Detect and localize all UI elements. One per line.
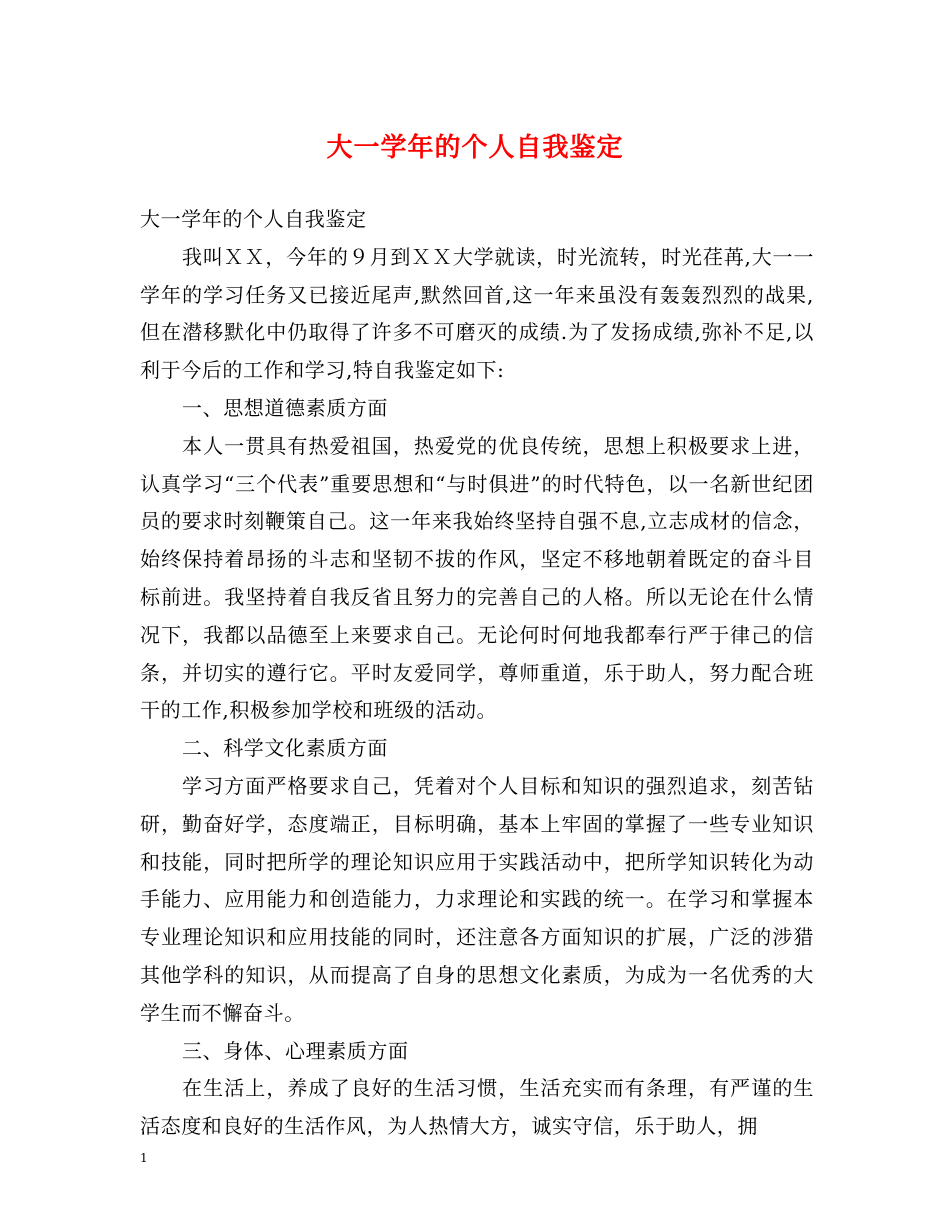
intro-paragraph: 我叫ＸＸ，今年的９月到ＸＸ大学就读，时光流转，时光荏苒,大一一学年的学习任务又已接近尾声,默然回首,这一年来虽没有轰轰烈烈的战果,但在潜移默化中仍取得了许多不可磨灭的成绩.为了发扬成绩,弥补不足,以利于今后的工作和学习,特自我鉴定如下: <box>140 244 814 383</box>
subtitle-paragraph: 大一学年的个人自我鉴定 <box>140 207 367 231</box>
physical-paragraph: 在生活上，养成了良好的生活习惯，生活充实而有条理，有严谨的生活态度和良好的生活作风，为人热情大方，诚实守信，乐于助人，拥 <box>140 1076 814 1139</box>
science-paragraph: 学习方面严格要求自己，凭着对个人目标和知识的强烈追求，刻苦钻研，勤奋好学，态度端正，目标明确，基本上牢固的掌握了一些专业知识和技能，同时把所学的理论知识应用于实践活动中，把所学知识转化为动手能力、应用能力和创造能力，力求理论和实践的统一。在学习和掌握本专业理论知识和应用技能的同时，还注意各方面知识的扩展，广泛的涉猎其他学科的知识，从而提高了自身的思想文化素质，为成为一名优秀的大学生而不懈奋斗。 <box>140 773 814 1025</box>
document-body <box>140 201 814 1146</box>
section-heading-physical: 三、身体、心理素质方面 <box>182 1038 409 1063</box>
section-heading-ideology: 一、思想道德素质方面 <box>182 395 388 420</box>
page-number: 1 <box>140 1151 148 1165</box>
document-title: 大一学年的个人自我鉴定 <box>326 133 624 163</box>
section-heading-science: 二、科学文化素质方面 <box>182 736 388 761</box>
ideology-paragraph: 本人一贯具有热爱祖国，热爱党的优良传统，思想上积极要求上进，认真学习“三个代表”重要思想和“与时俱进”的时代特色，以一名新世纪团员的要求时刻鞭策自己。这一年来我始终坚持自强不息,立志成材的信念，始终保持着昂扬的斗志和坚韧不拔的作风，坚定不移地朝着既定的奋斗目标前进。我坚持着自我反省且努力的完善自己的人格。所以无论在什么情况下，我都以品德至上来要求自己。无论何时何地我都奉行严于律己的信条，并切实的遵行它。平时友爱同学，尊师重道，乐于助人，努力配合班干的工作,积极参加学校和班级的活动。 <box>140 433 814 723</box>
